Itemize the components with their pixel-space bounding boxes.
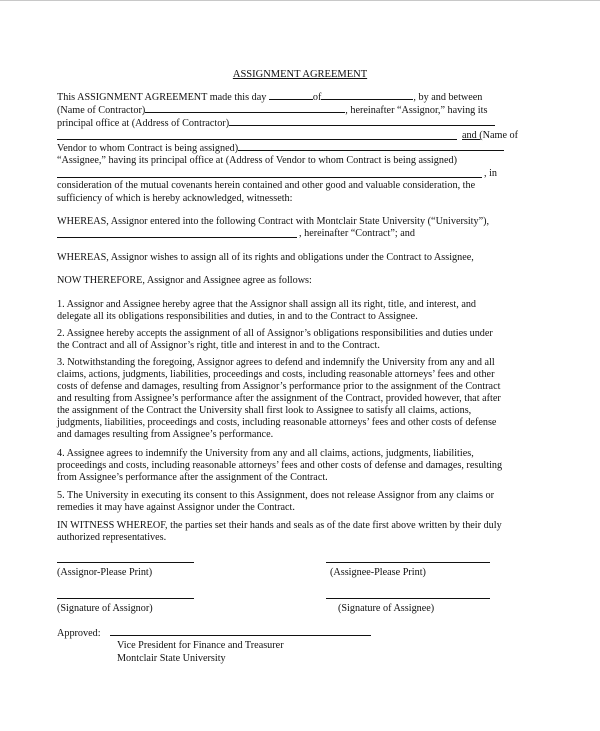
clause-3-line-2: claims, actions, judgments, liabilities, proceedings and costs, including reasonable attorneys’ fees and other: [57, 369, 495, 380]
contractor-address-line-2[interactable]: [57, 139, 457, 140]
contractor-name-label: (Name of Contractor): [57, 105, 146, 116]
vendor-label: Vendor to whom Contract is being assigned): [57, 143, 239, 154]
whereas-2: WHEREAS, Assignor wishes to assign all of its rights and obligations under the Contract to Assignee,: [57, 252, 474, 263]
vendor-name-label: Name of: [482, 130, 519, 141]
approver-title: Vice President for Finance and Treasurer: [117, 640, 284, 651]
now-therefore: NOW THEREFORE, Assignor and Assignee agree as follows:: [57, 275, 312, 286]
assignee-print-line[interactable]: [326, 562, 490, 563]
clause-3-line-4: and resulting from Assignee’s performance after the assignment of the Contract, provided however, that after: [57, 393, 501, 404]
clause-2-line-1: 2. Assignee hereby accepts the assignment of all of Assignor’s obligations responsibilities and duties under: [57, 328, 493, 339]
assignee-signature-line[interactable]: [326, 598, 490, 599]
vendor-name-blank[interactable]: [238, 141, 504, 151]
intro-line-3: [57, 116, 495, 130]
intro-of: of: [312, 92, 322, 103]
clause-3-line-5: the assignment of the Contract the University shall first look to Assignee to satisfy all claims, actions,: [57, 405, 472, 416]
intro-line-2: [57, 103, 487, 117]
approver-organization: Montclair State University: [117, 653, 226, 664]
clause-4-line-3: from Assignee’s performance after the assignment of the Contract.: [57, 472, 328, 483]
clause-3-line-3: costs of defense and damages, resulting from Assignor’s performance prior to the assignment of the Contract: [57, 381, 501, 392]
witness-line-1: IN WITNESS WHEREOF, the parties set their hands and seals as of the date first above written by their duly: [57, 520, 502, 531]
intro-by-between: , by and between: [413, 92, 483, 103]
contractor-address-label: principal office at (Address of Contractor): [57, 118, 230, 129]
intro-line-8: consideration of the mutual covenants herein contained and other good and valuable consideration, the: [57, 180, 476, 191]
clause-2-line-2: the Contract and all of Assignor’s right, title and interest in and to the Contract.: [57, 340, 380, 351]
clause-3-line-7: and damages resulting from Assignee’s performance.: [57, 429, 274, 440]
and-text: and (: [462, 130, 483, 141]
clause-5-line-1: 5. The University in executing its consent to this Assignment, does not release Assignor from any claims or: [57, 490, 494, 501]
assignor-print-label: (Assignor-Please Print): [57, 567, 153, 578]
clause-4-line-1: 4. Assignee agrees to indemnify the University from any and all claims, actions, judgments, liabilities,: [57, 448, 474, 459]
intro-line-1: [57, 90, 482, 104]
month-blank[interactable]: [321, 90, 413, 100]
contract-name-blank[interactable]: [57, 237, 297, 238]
clause-5-line-2: remedies it may have against Assignor under the Contract.: [57, 502, 295, 513]
intro-line-5: [57, 141, 504, 155]
clause-1-line-2: delegate all its obligations responsibilities and duties, in and to the Contract to Assignee.: [57, 311, 418, 322]
assignor-signature-label: (Signature of Assignor): [57, 603, 153, 614]
assignor-print-line[interactable]: [57, 562, 194, 563]
day-blank[interactable]: [269, 90, 313, 100]
clause-3-line-1: 3. Notwithstanding the foregoing, Assignor agrees to defend and indemnify the University from any and all: [57, 357, 495, 368]
clause-3-line-6: judgments, liabilities, proceedings and costs, including reasonable attorneys’ fees and other costs of defense: [57, 417, 497, 428]
clause-1-line-1: 1. Assignor and Assignee hereby agree that the Assignor shall assign all its right, title, and interest, and: [57, 299, 477, 310]
contractor-name-blank[interactable]: [145, 103, 345, 113]
document-title: ASSIGNMENT AGREEMENT: [232, 69, 368, 80]
approved-label: Approved:: [57, 628, 101, 639]
assignor-signature-line[interactable]: [57, 598, 194, 599]
intro-line-9: sufficiency of which is hereby acknowledged, witnesseth:: [57, 193, 293, 204]
vendor-address-blank[interactable]: [57, 177, 482, 178]
contractor-address-blank[interactable]: [229, 116, 495, 126]
assignee-print-label: (Assignee-Please Print): [330, 567, 426, 578]
clause-4-line-2: proceedings and costs, including reasonable attorneys’ fees and other costs of defense and damages, resulting: [57, 460, 503, 471]
intro-text: This ASSIGNMENT AGREEMENT made this day: [57, 92, 267, 103]
assignor-definition: , hereinafter “Assignor,” having its: [345, 105, 488, 116]
whereas-1-line-2: , hereinafter “Contract”; and: [299, 228, 415, 239]
intro-line-7: , in: [484, 168, 498, 179]
witness-line-2: authorized representatives.: [57, 532, 167, 543]
approval-signature-line[interactable]: [110, 635, 371, 636]
whereas-1-line-1: WHEREAS, Assignor entered into the following Contract with Montclair State University (“University”),: [57, 216, 490, 227]
assignee-signature-label: (Signature of Assignee): [338, 603, 435, 614]
intro-line-6: “Assignee,” having its principal office at (Address of Vendor to whom Contract is being assigned): [57, 155, 457, 166]
